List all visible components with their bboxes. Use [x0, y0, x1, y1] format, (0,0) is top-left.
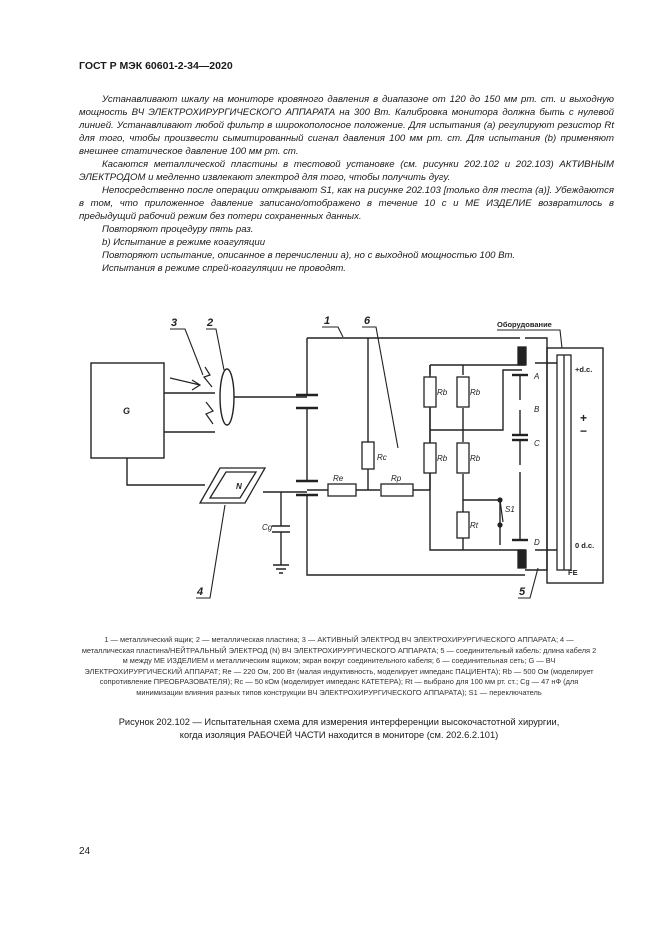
resistor-rb-3	[424, 443, 436, 473]
label-equipment: Оборудование	[497, 320, 552, 329]
caption-line-2: когда изоляция РАБОЧЕЙ ЧАСТИ находится в мониторе (см. 202.6.2.101)	[179, 729, 499, 740]
paragraph-7: Испытания в режиме спрей-коагуляции не проводят.	[102, 263, 346, 274]
label-g: G	[123, 406, 131, 416]
metal-box-1	[307, 338, 525, 575]
circuit-diagram	[0, 300, 661, 610]
page-number: 24	[79, 846, 91, 857]
label-minus: −	[580, 424, 588, 438]
label-c: C	[534, 439, 540, 448]
label-rb-3: Rb	[437, 454, 448, 463]
label-plus-dc: +d.c.	[575, 365, 593, 374]
resistor-rc	[362, 442, 374, 469]
paragraph-2: Касаются металлической пластины в тестовой установке (см. рисунки 202.102 и 202.103) АКТИВНЫМ ЭЛЕКТРОДОМ и медленно извлекают электрод для того, чтобы получить дугу.	[79, 159, 614, 183]
label-d: D	[534, 538, 540, 547]
label-fe: FE	[568, 568, 578, 577]
resistor-re	[328, 484, 356, 496]
paragraph-4: Повторяют процедуру пять раз.	[102, 224, 254, 235]
label-zero-dc: 0 d.c.	[575, 541, 595, 550]
label-rb-4: Rb	[470, 454, 481, 463]
resistor-rt	[457, 512, 469, 538]
resistor-rb-4	[457, 443, 469, 473]
label-rp: Rp	[391, 474, 402, 483]
paragraph-1: Устанавливают шкалу на мониторе кровяного давления в диапазоне от 120 до 150 мм рт. ст. и выходную мощность ВЧ ЭЛЕКТРОХИРУРГИЧЕСКОГО АППАРАТА на 300 Вт. Калибровка монитора должна быть с нулевой линией. Устанавливают любой фильтр в широкополосное положение. Для испытания (а) регулируют резистор Rt для того, чтобы произвести сымитированный сигнал давления 100 мм рт. ст. Для испытания (b) применяют внешнее статическое давление 100 мм рт. ст.	[79, 94, 614, 157]
figure-legend: 1 — металлический ящик; 2 — металлическая пластина; 3 — АКТИВНЫЙ ЭЛЕКТРОД ВЧ ЭЛЕКТРОХИРУРГИЧЕСКОГО АППАРАТА; 4 — металлическая пластина/НЕЙТРАЛЬНЫЙ ЭЛЕКТРОД (N) ВЧ ЭЛЕКТРОХИРУРГИЧЕСКОГО АППАРАТА; 5 — соединительный кабель: длина кабеля 2 м между МЕ ИЗДЕЛИЕМ и металлическим ящиком; экран вокруг соединительного кабеля; 6 — соединительная сеть; G — ВЧ ЭЛЕКТРОХИРУРГИЧЕСКИЙ АППАРАТ; Re — 220 Ом, 200 Вт (малая индуктивность, моделирует импеданс ПАЦИЕНТА); Rb — 500 Ом (моделирует сопротивление ПРЕОБРАЗОВАТЕЛЯ); Rc — 50 кОм (моделирует импеданс КАТЕТЕРА); Rt — выбрано для 100 мм рт. ст.; Cg — 47 нФ (для минимизации влияния разных типов конструкции ВЧ ЭЛЕКТРОХИРУРГИЧЕСКОГО АППАРАТА); S1 — переключатель	[81, 635, 597, 697]
label-b: B	[534, 405, 540, 414]
paragraph-6: Повторяют испытание, описанное в перечислении а), но с выходной мощностью 100 Вт.	[102, 250, 516, 261]
label-rc: Rc	[377, 453, 387, 462]
label-s1: S1	[505, 505, 515, 514]
body-text	[79, 93, 614, 275]
callout-3: 3	[171, 317, 178, 329]
label-cg: Cg	[262, 523, 273, 532]
paragraph-3: Непосредственно после операции открывают S1, как на рисунке 202.103 [только для теста (а)]. Убеждаются в том, что приложенное давление записано/отображено в течение 10 с и МЕ ИЗДЕЛИЕ возвратилось в предыдущий рабочий режим без потери сохраненных данных.	[79, 185, 614, 222]
label-plus: +	[580, 411, 588, 425]
label-re: Re	[333, 474, 344, 483]
paragraph-5: b) Испытание в режиме коагуляции	[102, 237, 266, 248]
caption-line-1: Рисунок 202.102 — Испытательная схема для измерения интерференции высокочастотной хирургии,	[118, 717, 560, 727]
label-rb-1: Rb	[437, 388, 448, 397]
resistor-rb-1	[424, 377, 436, 407]
resistor-rb-2	[457, 377, 469, 407]
label-n: N	[236, 482, 242, 491]
figure-caption	[79, 716, 599, 741]
callout-6: 6	[364, 315, 371, 327]
label-rt: Rt	[470, 521, 478, 530]
callout-4: 4	[197, 586, 204, 598]
callout-2: 2	[207, 317, 214, 329]
label-a: A	[534, 372, 540, 381]
callout-5: 5	[519, 586, 526, 598]
label-rb-2: Rb	[470, 388, 481, 397]
callout-1: 1	[324, 315, 331, 327]
document-header: ГОСТ Р МЭК 60601-2-34—2020	[79, 60, 233, 72]
resistor-rp	[381, 484, 413, 496]
metal-plate-2	[220, 369, 234, 425]
